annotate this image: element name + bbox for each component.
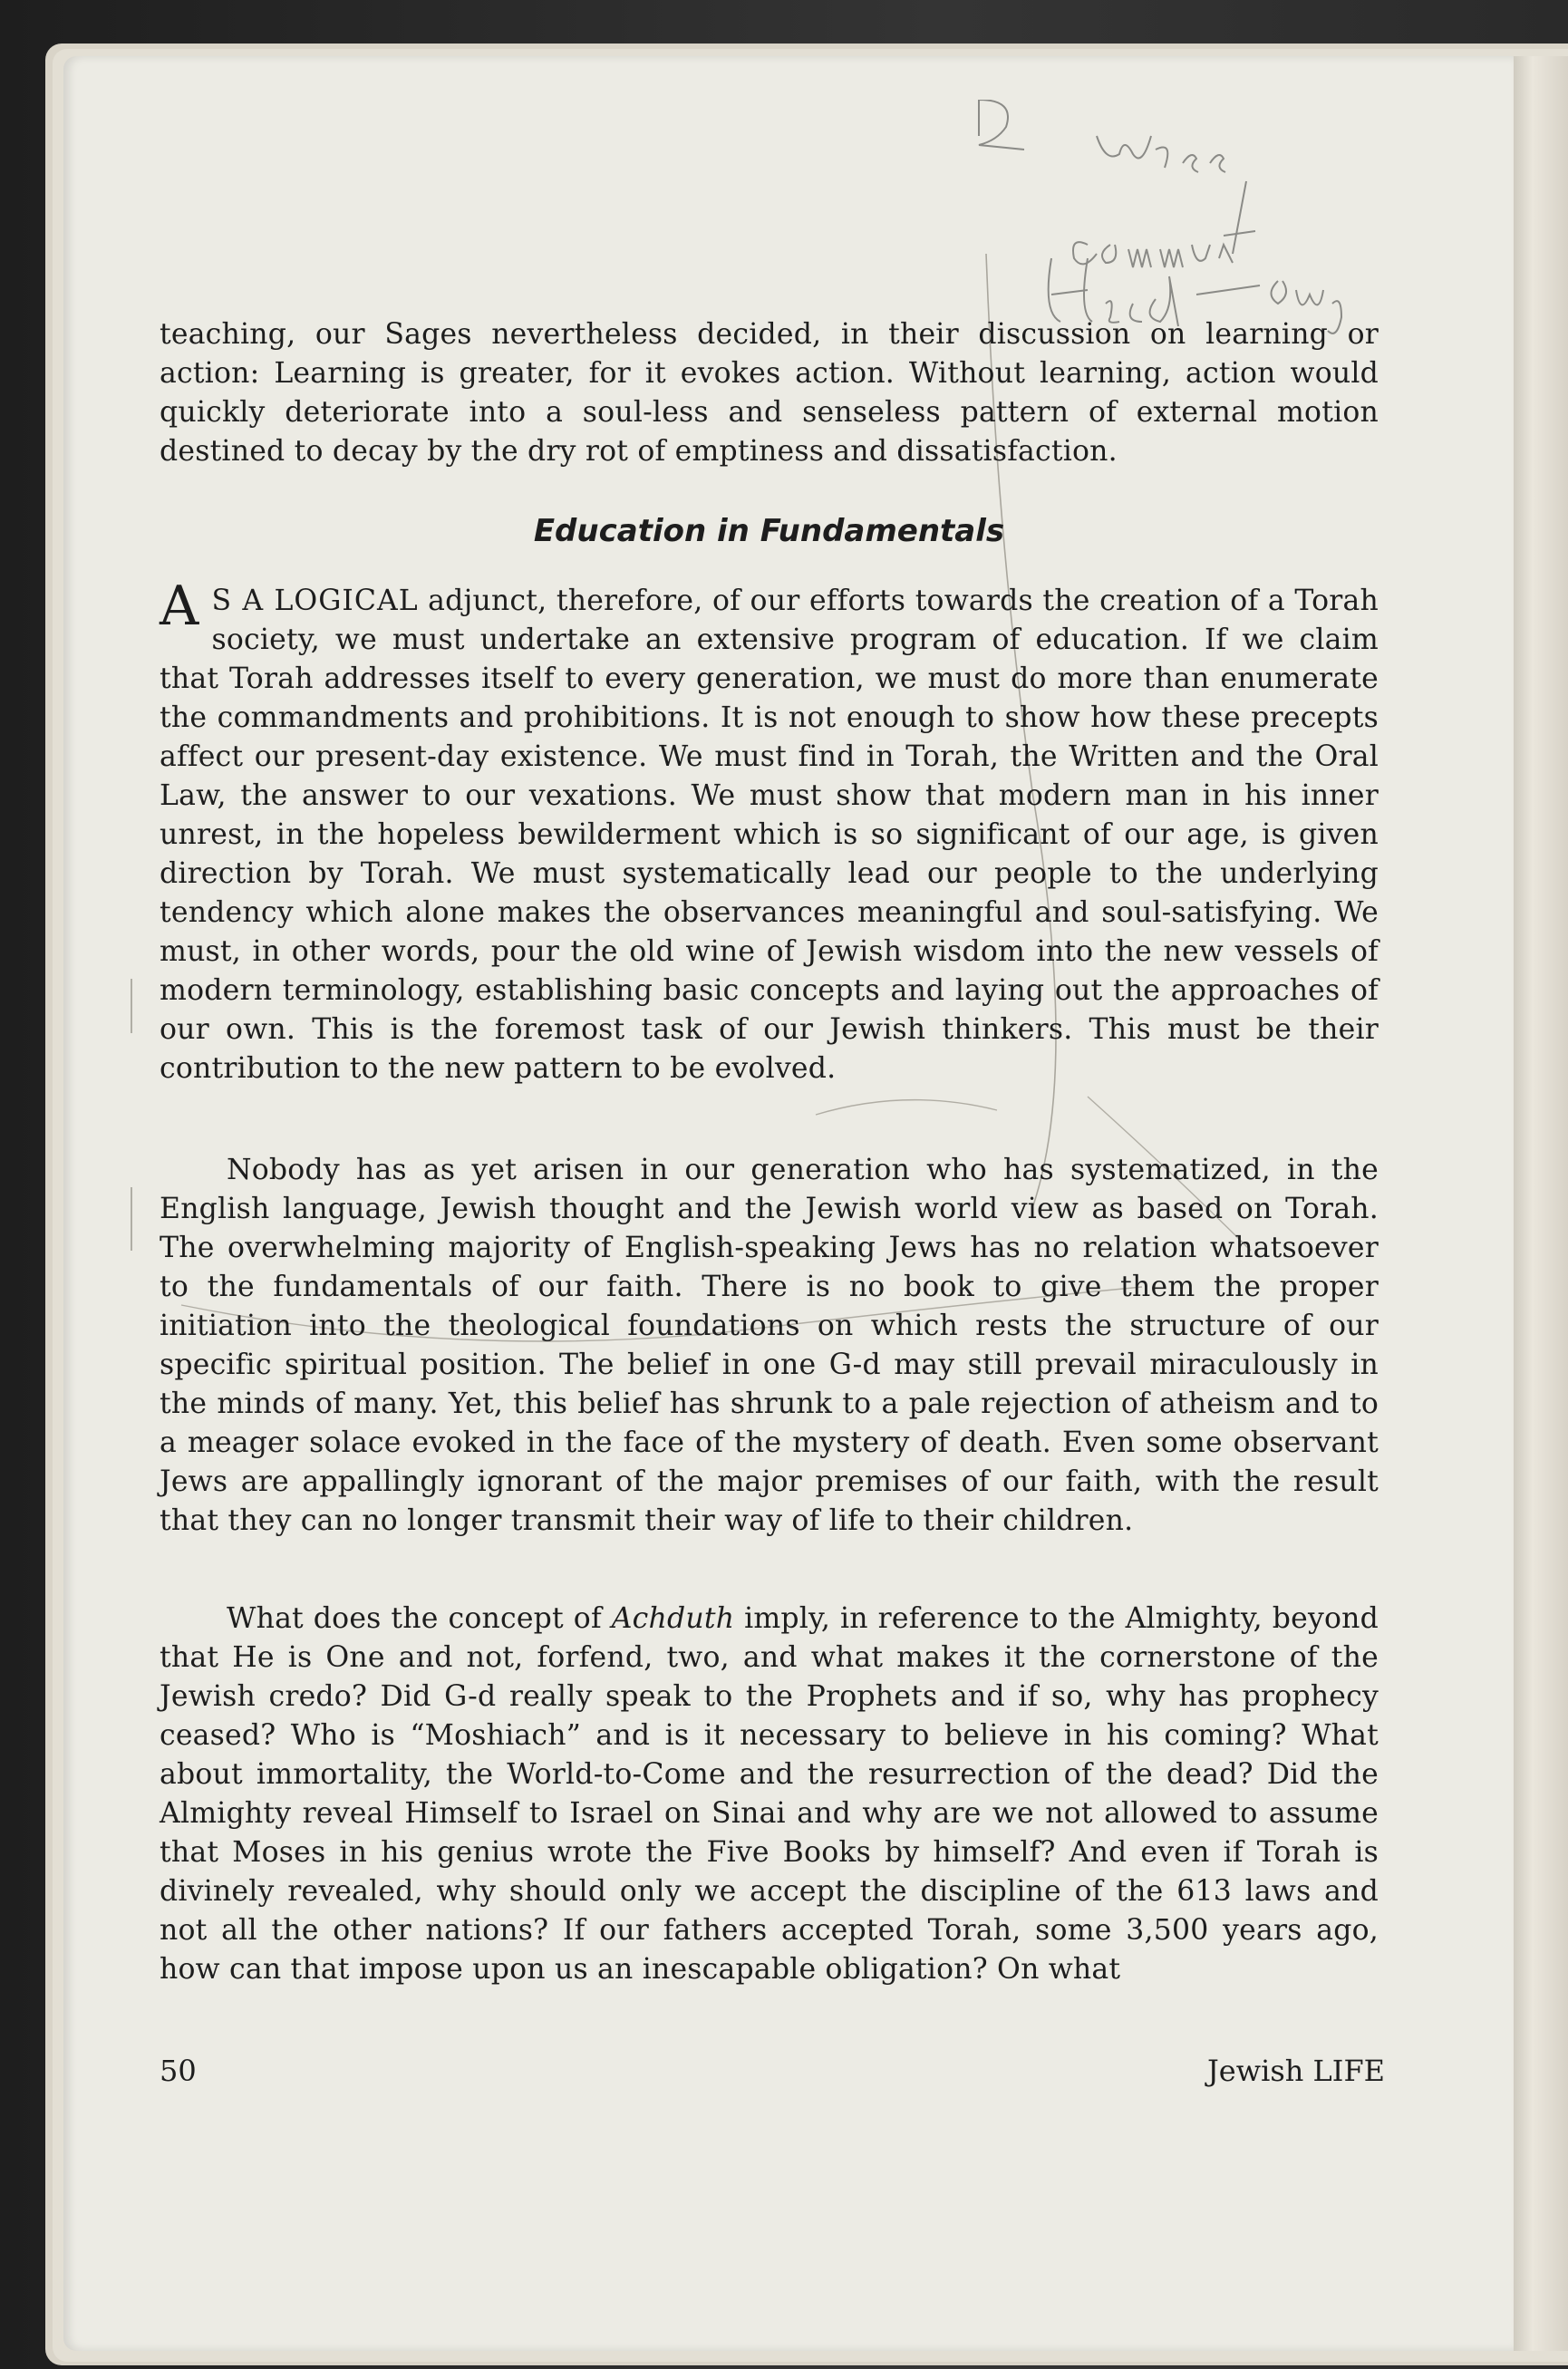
italic-term: Achduth [611, 1602, 735, 1635]
paragraph-education [160, 575, 1379, 1088]
paragraph-text: Nobody has as yet arisen in our generation who has systematized, in the English language, Jewish thought and the Jewish world view as based on Torah. The overwhelming majority of English-speaking Jews has no relation whatsoever to the fundamentals of our faith. There is no book to give them the proper initiation into the theological foundations on which rests the structure of our specific spiritual position. The belief in one G-d may still prevail miraculously in the minds of many. Yet, this belief has shrunk to a pale rejection of atheism and to a meager solace evoked in the face of the mystery of death. Even some observant Jews are appallingly ignorant of the major premises of our faith, with the result that they can no longer transmit their way of life to their children. [160, 1154, 1379, 1537]
page-edge [1514, 56, 1568, 2351]
paragraph-nobody [160, 1151, 1379, 1541]
paragraph-opening [160, 315, 1379, 471]
paragraph-body: imply, in reference to the Almighty, beyond that He is One and not, forfend, two, and what makes it the cornerstone of the Jewish credo? Did G-d really speak to the Prophets and if so, why has prophecy ceased? Who is “Moshiach” and is it necessary to believe in his coming? What about immortality, the World-to-Come and the resurrection of the dead? Did the Almighty reveal Himself to Israel on Sinai and why are we not allowed to assume that Moses in his genius wrote the Five Books by himself? And even if Torah is divinely revealed, why should only we accept the discipline of the 613 laws and not all the other nations? If our fathers accepted Torah, some 3,500 years ago, how can that impose upon us an inescapable obligation? On what [160, 1602, 1379, 1986]
paragraph-body: adjunct, therefore, of our efforts towards the creation of a Torah society, we must undertake an extensive program of education. If we claim that Torah addresses itself to every generation, we must do more than enumerate the commandments and prohibitions. It is not enough to show how these precepts affect our present-day existence. We must find in Torah, the Written and the Oral Law, the answer to our vexations. We must show that modern man in his inner unrest, in the hopeless bewilderment which is so significant of our age, is given direction by Torah. We must systematically lead our people to the underlying tendency which alone makes the observances meaningful and soul-satisfying. We must, in other words, pour the old wine of Jewish wisdom into the new vessels of modern terminology, establishing basic concepts and laying out the approaches of our own. This is the foremost task of our Jewish thinkers. This must be their contribution to the new pattern to be evolved. [160, 585, 1379, 1085]
annotation-line2 [1073, 181, 1255, 267]
annotation-line1 [979, 100, 1225, 172]
paragraph-text [160, 575, 1379, 1088]
paragraph-text: teaching, our Sages nevertheless decided, in their discussion on learning or action: Learning is greater, for it evokes action. Without learning, action would quickly deteriorate into a soul-less and senseless pattern of external motion destined to decay by the dry rot of emptiness and dissatisfaction. [160, 318, 1379, 468]
magazine-title: Jewish LIFE [1206, 2054, 1385, 2088]
paragraph-start: What does the concept of [227, 1602, 612, 1635]
handwritten-annotation [961, 100, 1468, 335]
page-number: 50 [160, 2054, 197, 2088]
section-heading: Education in Fundamentals [533, 513, 1005, 549]
paragraph-questions [160, 1600, 1379, 1989]
drop-cap: A [160, 575, 199, 638]
lead-in: S A LOGICAL [211, 585, 419, 617]
paragraph-text [160, 1600, 1379, 1989]
